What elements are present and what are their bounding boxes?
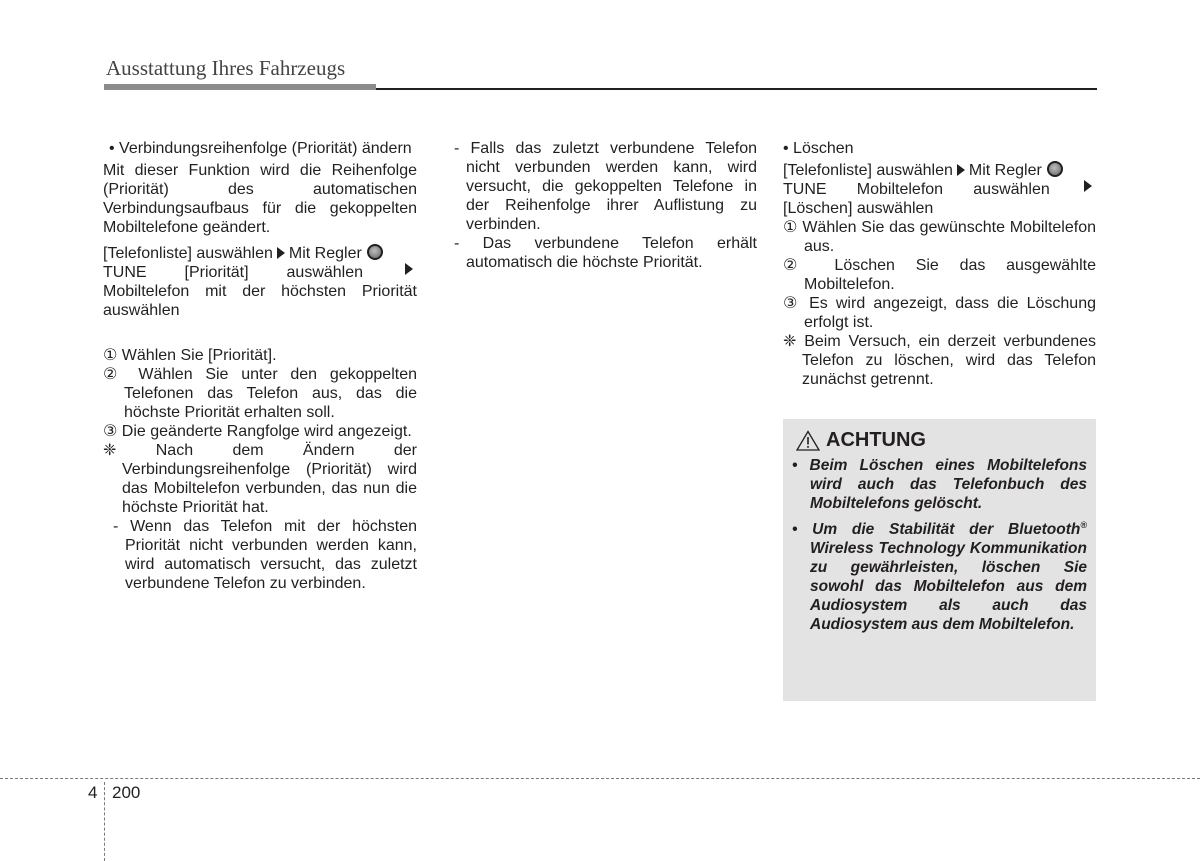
header-rule-accent: [104, 84, 376, 90]
footer-vertical-divider: [104, 782, 105, 861]
delete-note: ❈ Beim Versuch, ein derzeit verbundenes Telefon zu löschen, wird das Telefon zunächst getrennt.: [783, 333, 1096, 388]
tune-knob-icon: [1047, 161, 1063, 177]
delete-step-1: ① Wählen Sie das gewünschte Mobiltelefon aus.: [783, 219, 1096, 255]
arrow-right-icon: [1084, 180, 1092, 192]
path-step-knob: Mit Regler: [968, 162, 1042, 179]
column-right: [783, 139, 1096, 389]
path-step-knob: Mit Regler: [288, 245, 362, 262]
middle-dash-1: - Falls das zuletzt verbundene Telefon nicht verbunden werden kann, wird versucht, die gekoppelten Telefone in der Reihenfolge ihrer Auflistung zu verbinden.: [454, 140, 757, 233]
caution-item-2: [792, 516, 1087, 634]
tune-knob-icon: [367, 244, 383, 260]
path-step-phonelist: [Telefonliste] auswählen: [103, 245, 273, 262]
priority-menu-path: [103, 244, 417, 320]
column-left: [103, 139, 417, 593]
path-step-tune: TUNE: [103, 264, 147, 281]
header-title: Ausstattung Ihres Fahrzeugs: [106, 56, 346, 80]
caution-item-2-text: • Um die Stabilität der Bluetooth: [792, 521, 1081, 538]
registered-mark: ®: [1080, 520, 1087, 530]
delete-step-2: ② Löschen Sie das ausgewählte Mobiltelefon.: [783, 257, 1096, 293]
middle-dash-2: - Das verbundene Telefon erhält automatisch die höchste Priorität.: [454, 235, 757, 271]
path-step-phone: Mobiltelefon: [856, 181, 944, 198]
chapter-number: 4: [88, 783, 98, 802]
path-step-select: auswählen: [286, 264, 364, 281]
caution-box: [783, 419, 1096, 701]
caution-item-2-rest: Wireless Technology Kommunikation zu gewährleisten, löschen Sie sowohl das Mobiltelefon aus dem Audiosystem als auch das Audiosystem aus dem Mobiltelefon.: [810, 540, 1087, 633]
footer-divider: [0, 778, 1200, 779]
path-step-priority: [Priorität]: [184, 264, 249, 281]
page-number: 200: [112, 783, 141, 802]
path-step-phonelist: [Telefonliste] auswählen: [783, 162, 953, 179]
caution-title: ACHTUNG: [826, 429, 926, 451]
priority-intro: Mit dieser Funktion wird die Reihenfolge (Priorität) des automatischen Verbindungsaufbaus für die gekoppelten Mobiltelefone geändert.: [103, 162, 417, 236]
arrow-right-icon: [957, 164, 965, 176]
priority-note: ❈ Nach dem Ändern der Verbindungsreihenfolge (Priorität) wird das Mobiltelefon verbunden, das nun die höchste Priorität hat.: [103, 442, 417, 516]
caution-item-1: • Beim Löschen eines Mobiltelefons wird auch das Telefonbuch des Mobiltelefons gelöscht.: [792, 457, 1087, 512]
arrow-right-icon: [405, 263, 413, 275]
arrow-right-icon: [277, 247, 285, 259]
path-step-tune: TUNE: [783, 181, 827, 198]
section-heading-delete: • Löschen: [783, 140, 854, 157]
priority-step-3: ③ Die geänderte Rangfolge wird angezeigt.: [103, 423, 412, 440]
path-step-choose-phone: Mobiltelefon mit der höchsten Priorität auswählen: [103, 283, 417, 319]
priority-step-2: ② Wählen Sie unter den gekoppelten Telefonen das Telefon aus, das die höchste Priorität erhalten soll.: [103, 366, 417, 421]
caution-header: [796, 429, 1087, 452]
delete-menu-path: [783, 161, 1096, 218]
priority-step-1: ① Wählen Sie [Priorität].: [103, 347, 277, 364]
delete-step-3: ③ Es wird angezeigt, dass die Löschung erfolgt ist.: [783, 295, 1096, 331]
path-step-select: auswählen: [973, 181, 1050, 198]
caution-list: [792, 456, 1087, 634]
path-step-delete: [Löschen] auswählen: [783, 200, 934, 217]
section-heading-priority: • Verbindungsreihenfolge (Priorität) ändern: [109, 140, 412, 157]
column-middle: [454, 139, 757, 272]
warning-triangle-icon: [796, 430, 820, 451]
priority-note-dash: - Wenn das Telefon mit der höchsten Priorität nicht verbunden werden kann, wird automatisch versucht, das zuletzt verbundene Telefon zu verbinden.: [113, 518, 417, 592]
